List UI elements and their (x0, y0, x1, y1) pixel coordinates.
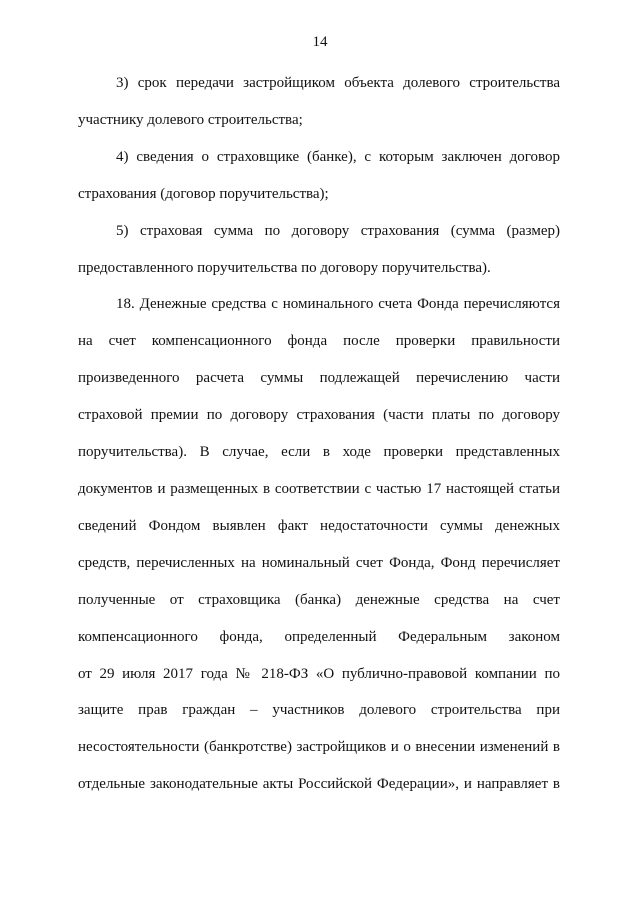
text-line: 5) страховая сумма по договору страхования (сумма (размер) (116, 222, 560, 239)
text-line: 4) сведения о страховщике (банке), с которым заключен договор (116, 148, 560, 165)
text-line: предоставленного поручительства по договору поручительства). (78, 259, 491, 276)
text-line: защите прав граждан – участников долевого строительства при (78, 702, 560, 719)
text-line: компенсационного фонда, определенный Федеральным законом (78, 628, 560, 645)
paragraph-item-5 (78, 213, 560, 287)
text-line: средств, перечисленных на номинальный счет Фонда, Фонд перечисляет (78, 554, 560, 571)
paragraph-item-4 (78, 139, 560, 213)
text-line: страхования (договор поручительства); (78, 185, 329, 202)
text-line: участнику долевого строительства; (78, 111, 303, 128)
text-line: страховой премии по договору страхования (части платы по договору (78, 407, 560, 424)
text-line: произведенного расчета суммы подлежащей перечислению части (78, 370, 560, 387)
text-line: сведений Фондом выявлен факт недостаточности суммы денежных (78, 517, 560, 534)
text-line: поручительства). В случае, если в ходе проверки представленных (78, 444, 560, 461)
text-line: от 29 июля 2017 года № 218-ФЗ «О публично-правовой компании по (78, 665, 560, 682)
text-line: 3) срок передачи застройщиком объекта долевого строительства (116, 75, 560, 91)
paragraph-item-3 (78, 65, 560, 139)
page-number: 14 (312, 34, 328, 50)
text-line: несостоятельности (банкротстве) застройщиков и о внесении изменений в (78, 739, 560, 756)
text-line: на счет компенсационного фонда после проверки правильности (78, 333, 560, 350)
text-line: отдельные законодательные акты Российской Федерации», и направляет в (78, 776, 560, 793)
document-body (78, 65, 560, 803)
text-line: полученные от страховщика (банка) денежные средства на счет (78, 591, 560, 608)
text-line: документов и размещенных в соответствии с частью 17 настоящей статьи (78, 480, 560, 497)
paragraph-clause-18 (78, 286, 560, 803)
text-line: 18. Денежные средства с номинального счета Фонда перечисляются (116, 296, 560, 313)
